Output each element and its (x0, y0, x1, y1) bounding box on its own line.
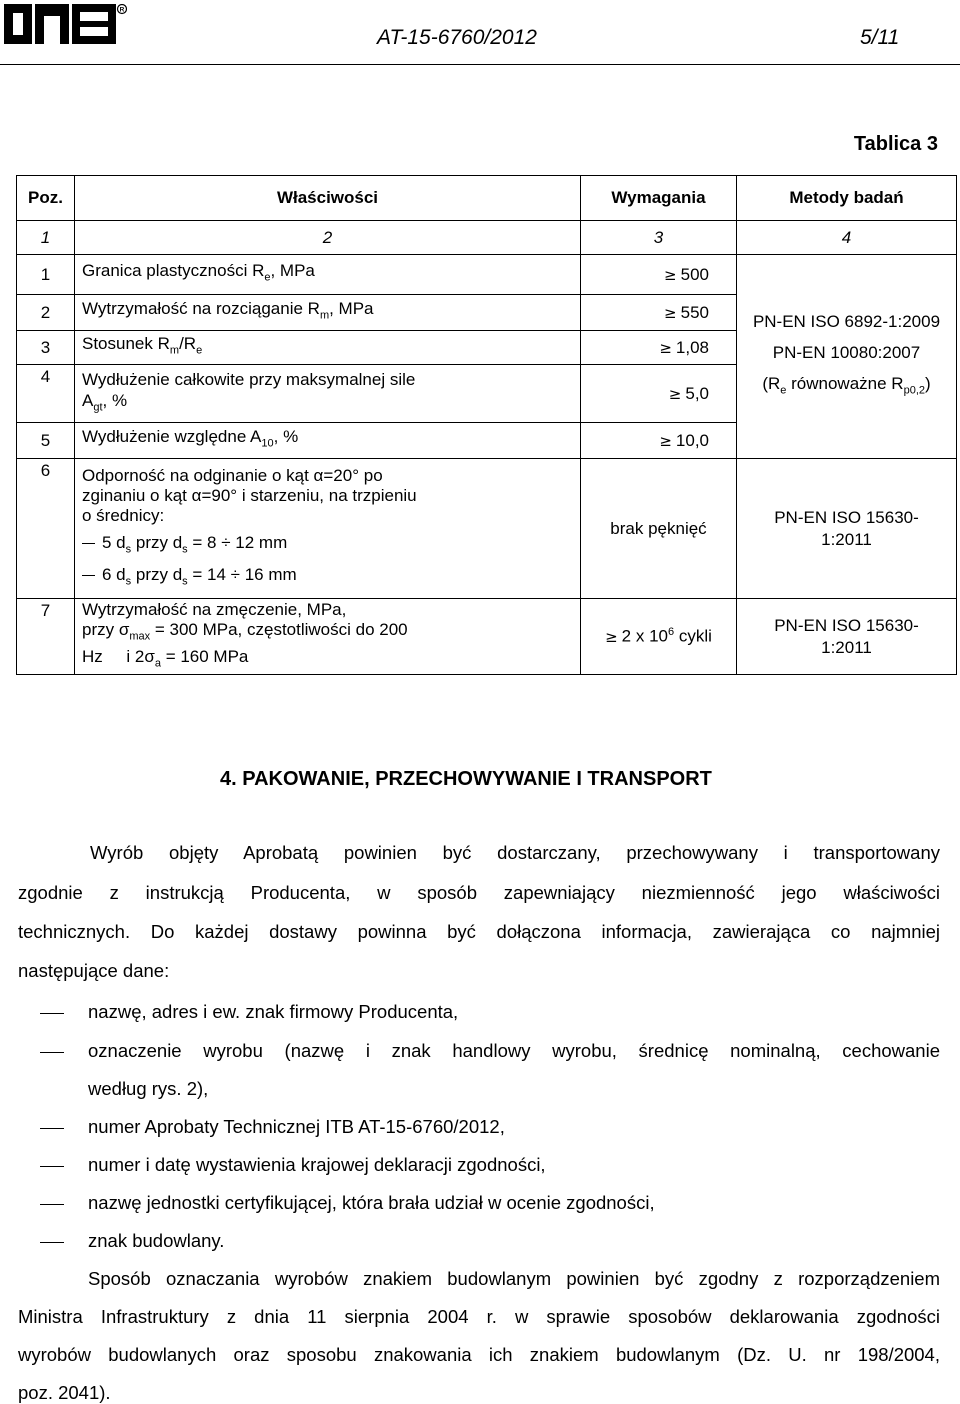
col-header-requirements: Wymagania (581, 176, 737, 221)
col-number-2: 2 (75, 221, 581, 255)
properties-table (16, 175, 956, 675)
property-cell: Stosunek $R_m/R_e$ (75, 331, 581, 365)
list-item: oznaczenie wyrobu (nazwę i znak handlowy wyrobu, średnicę nominalną, cechowanie (88, 1040, 940, 1061)
row-number: 1 (17, 255, 75, 295)
list-item-continued: według rys. 2), (88, 1078, 209, 1099)
dash-bullet (40, 1128, 64, 1129)
method-cell: PN-EN ISO 15630-1:2011 (737, 459, 957, 599)
property-cell: Wydłużenie całkowite przy maksymalnej sile $A_{gt}$, % (75, 365, 581, 423)
col-number-1: 1 (17, 221, 75, 255)
property-cell: Wytrzymałość na zmęczenie, MPa, przy $\sigma_{max} = 300$ MPa, częstotliwości do 200 Hz i $2\sigma_a = 160$ MPa (75, 599, 581, 675)
list-item: 5 $d_s$ przy $d_s = 8 \div 12$ mm (82, 533, 574, 559)
requirement-cell: ≥ 10,0 (581, 423, 737, 459)
requirement-cell: ≥ 1,08 (581, 331, 737, 365)
list-item: 6 $d_s$ przy $d_s = 14 \div 16$ mm (82, 565, 574, 591)
list-item: numer i datę wystawienia krajowej deklaracji zgodności, (88, 1154, 546, 1175)
ge-symbol: ≥ (664, 265, 677, 284)
dash-bullet (40, 1242, 64, 1243)
col-number-3: 3 (581, 221, 737, 255)
ge-symbol: ≥ (664, 303, 677, 322)
ge-symbol: ≥ (668, 384, 682, 403)
list-item: znak budowlany. (88, 1230, 225, 1251)
table-row (17, 255, 957, 295)
itb-logo (4, 4, 127, 44)
col-header-properties: Właściwości (75, 176, 581, 221)
document-id: AT-15-6760/2012 (377, 26, 537, 49)
table-caption: Tablica 3 (853, 133, 938, 155)
header-rule (0, 64, 960, 65)
method-cell: PN-EN ISO 6892-1:2009 PN-EN 10080:2007 ($R_e$ równoważne $R_{p0,2}$) (737, 255, 957, 459)
property-cell: Odporność na odginanie o kąt α=20° po zginaniu o kąt α=90° i starzeniu, na trzpieniu o średnicy: 5 $d_s$ przy $d_s = 8 \div 12$ mm 6 $d_s$ przy $d_s = 14 \div 16$ mm (75, 459, 581, 599)
ge-symbol: ≥ (659, 338, 672, 357)
row-number: 2 (17, 295, 75, 331)
ge-symbol: ≥ (659, 431, 672, 450)
section-title: 4. PAKOWANIE, PRZECHOWYWANIE I TRANSPORT (220, 768, 712, 790)
requirement-cell: ≥ 550 (581, 295, 737, 331)
col-header-pos: Poz. (17, 176, 75, 221)
dash-bullet (40, 1204, 64, 1205)
requirement-cell: brak pęknięć (581, 459, 737, 599)
row-number: 7 (17, 599, 75, 675)
dash-bullet (40, 1052, 64, 1053)
property-cell: Wytrzymałość na rozciąganie $R_m$, MPa (75, 295, 581, 331)
requirement-cell: ≥ 2 x $10^6$ cykli (581, 599, 737, 675)
table-row (17, 599, 957, 675)
ge-symbol: ≥ (605, 627, 618, 646)
requirement-cell: ≥ 5,0 (581, 365, 737, 423)
property-cell: Wydłużenie względne $A_{10}$, % (75, 423, 581, 459)
list-item: nazwę, adres i ew. znak firmowy Producenta, (88, 1001, 459, 1022)
method-cell: PN-EN ISO 15630-1:2011 (737, 599, 957, 675)
row-number: 6 (17, 459, 75, 599)
list-item: numer Aprobaty Technicznej ITB AT-15-6760/2012, (88, 1116, 505, 1137)
row-number: 4 (17, 365, 75, 423)
list-item: nazwę jednostki certyfikującej, która brała udział w ocenie zgodności, (88, 1192, 655, 1213)
col-header-methods: Metody badań (737, 176, 957, 221)
property-cell: Granica plastyczności $R_e$, MPa (75, 255, 581, 295)
row-number: 5 (17, 423, 75, 459)
requirement-cell: ≥ 500 (581, 255, 737, 295)
svg-text:R: R (119, 6, 125, 14)
row-number: 3 (17, 331, 75, 365)
col-number-4: 4 (737, 221, 957, 255)
dash-bullet (40, 1166, 64, 1167)
dash-bullet (40, 1013, 64, 1014)
page-number: 5/11 (860, 26, 900, 49)
table-row (17, 459, 957, 599)
